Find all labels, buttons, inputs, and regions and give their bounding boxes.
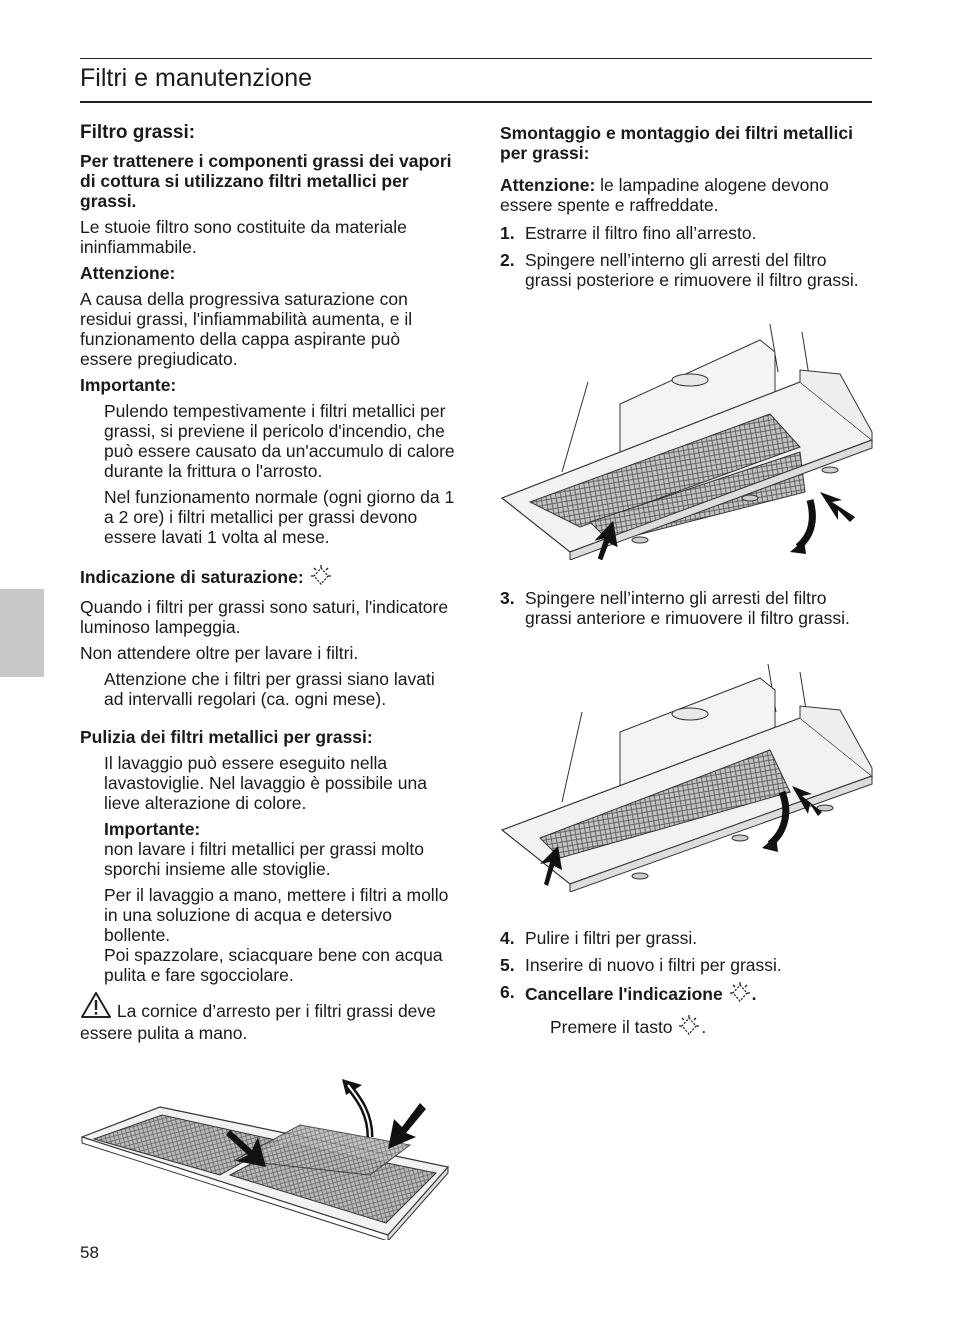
step-4: 4. Pulire i filtri per grassi. bbox=[500, 928, 698, 948]
rotate-arrow-icon bbox=[790, 500, 812, 554]
saturation-indicator-icon bbox=[677, 1015, 701, 1041]
right-column-steps-end bbox=[500, 928, 870, 1041]
step-6-sub: Premere il tasto . bbox=[500, 1015, 870, 1041]
filter-panels-illustration bbox=[80, 1075, 452, 1240]
cleaning-title: Pulizia dei filtri metallici per grassi: bbox=[80, 727, 373, 747]
right-column-step3 bbox=[500, 588, 870, 635]
left-column bbox=[80, 123, 455, 1049]
saturation-indicator-icon bbox=[309, 565, 333, 591]
step-6: 6. Cancellare l'indicazione . bbox=[500, 982, 870, 1008]
section-title-filtro: Filtro grassi: bbox=[80, 122, 196, 143]
important-p2: Nel funzionamento normale (ogni giorno da 1 a 2 ore) i filtri metallici per grassi devono essere lavati 1 volta al mese. bbox=[104, 487, 455, 547]
top-rule bbox=[80, 58, 872, 59]
cleaning-p3: Poi spazzolare, sciacquare bene con acqua pulita e fare sgocciolare. bbox=[104, 945, 443, 985]
intro-bold: Per trattenere i componenti grassi dei vapori di cottura si utilizzano filtri metallici per grassi. bbox=[80, 151, 452, 211]
cleaning-important-label: Importante: bbox=[104, 819, 201, 839]
attention-text: A causa della progressiva saturazione con residui grassi, l'infiammabilità aumenta, e il funzionamento della cappa aspirante può essere pregiudicato. bbox=[80, 289, 413, 369]
saturation-title: Indicazione di saturazione: bbox=[80, 567, 304, 587]
saturation-indicator-icon bbox=[728, 982, 752, 1008]
page-number: 58 bbox=[80, 1243, 99, 1262]
step-1: 1. Estrarre il filtro fino all’arresto. bbox=[500, 223, 757, 243]
section-title-smontaggio: Smontaggio e montaggio dei filtri metallici per grassi: bbox=[500, 123, 853, 163]
cleaning-p2: Per il lavaggio a mano, mettere i filtri a mollo in una soluzione di acqua e detersivo bollente. bbox=[104, 885, 449, 945]
push-arrow-icon bbox=[388, 1103, 426, 1149]
step-2: 2. Spingere nell’interno gli arresti del filtro grassi posteriore e rimuovere il filtro grassi. bbox=[500, 250, 859, 290]
step-3: 3. Spingere nell’interno gli arresti del filtro grassi anteriore e rimuovere il filtro grassi. bbox=[500, 588, 850, 628]
rotate-arrow-icon bbox=[342, 1079, 370, 1137]
important-label: Importante: bbox=[80, 375, 177, 395]
step-5: 5. Inserire di nuovo i filtri per grassi. bbox=[500, 955, 782, 975]
warning-triangle-icon bbox=[80, 991, 112, 1023]
cleaning-important-text: non lavare i filtri metallici per grassi molto sporchi insieme alle stoviglie. bbox=[104, 839, 424, 879]
hood-illustration-rear-filter bbox=[500, 322, 878, 560]
warning-text: La cornice d’arresto per i filtri grassi deve essere pulita a mano. bbox=[80, 1001, 436, 1043]
saturation-heading bbox=[80, 565, 455, 591]
push-arrow-icon bbox=[820, 492, 855, 522]
intro-text: Le stuoie filtro sono costituite da materiale ininfiammabile. bbox=[80, 217, 407, 257]
right-attention-text: le lampadine alogene devono essere spente e raffreddate. bbox=[500, 175, 829, 215]
hood-illustration-front-filter bbox=[500, 662, 878, 892]
title-rule bbox=[80, 101, 872, 103]
important-p1: Pulendo tempestivamente i filtri metallici per grassi, si previene il pericolo d'incendio, che può essere causato da un'accumulo di calore durante la frittura o l'arrosto. bbox=[104, 401, 455, 481]
cleaning-p1: Il lavaggio può essere eseguito nella lavastoviglie. Nel lavaggio è possibile una lieve alterazione di colore. bbox=[104, 753, 427, 813]
right-attention-label: Attenzione: bbox=[500, 175, 596, 195]
page-title: Filtri e manutenzione bbox=[80, 64, 313, 92]
saturation-p3: Attenzione che i filtri per grassi siano lavati ad intervalli regolari (ca. ogni mese). bbox=[104, 669, 435, 709]
saturation-p2: Non attendere oltre per lavare i filtri. bbox=[80, 643, 359, 663]
attention-label: Attenzione: bbox=[80, 263, 176, 283]
right-attention bbox=[500, 175, 870, 215]
warning-note bbox=[80, 991, 455, 1043]
cleaning-manual bbox=[80, 885, 455, 985]
cleaning-important bbox=[80, 819, 455, 879]
section-tab bbox=[0, 589, 44, 677]
saturation-p1: Quando i filtri per grassi sono saturi, l'indicatore luminoso lampeggia. bbox=[80, 597, 449, 637]
right-column bbox=[500, 123, 870, 297]
